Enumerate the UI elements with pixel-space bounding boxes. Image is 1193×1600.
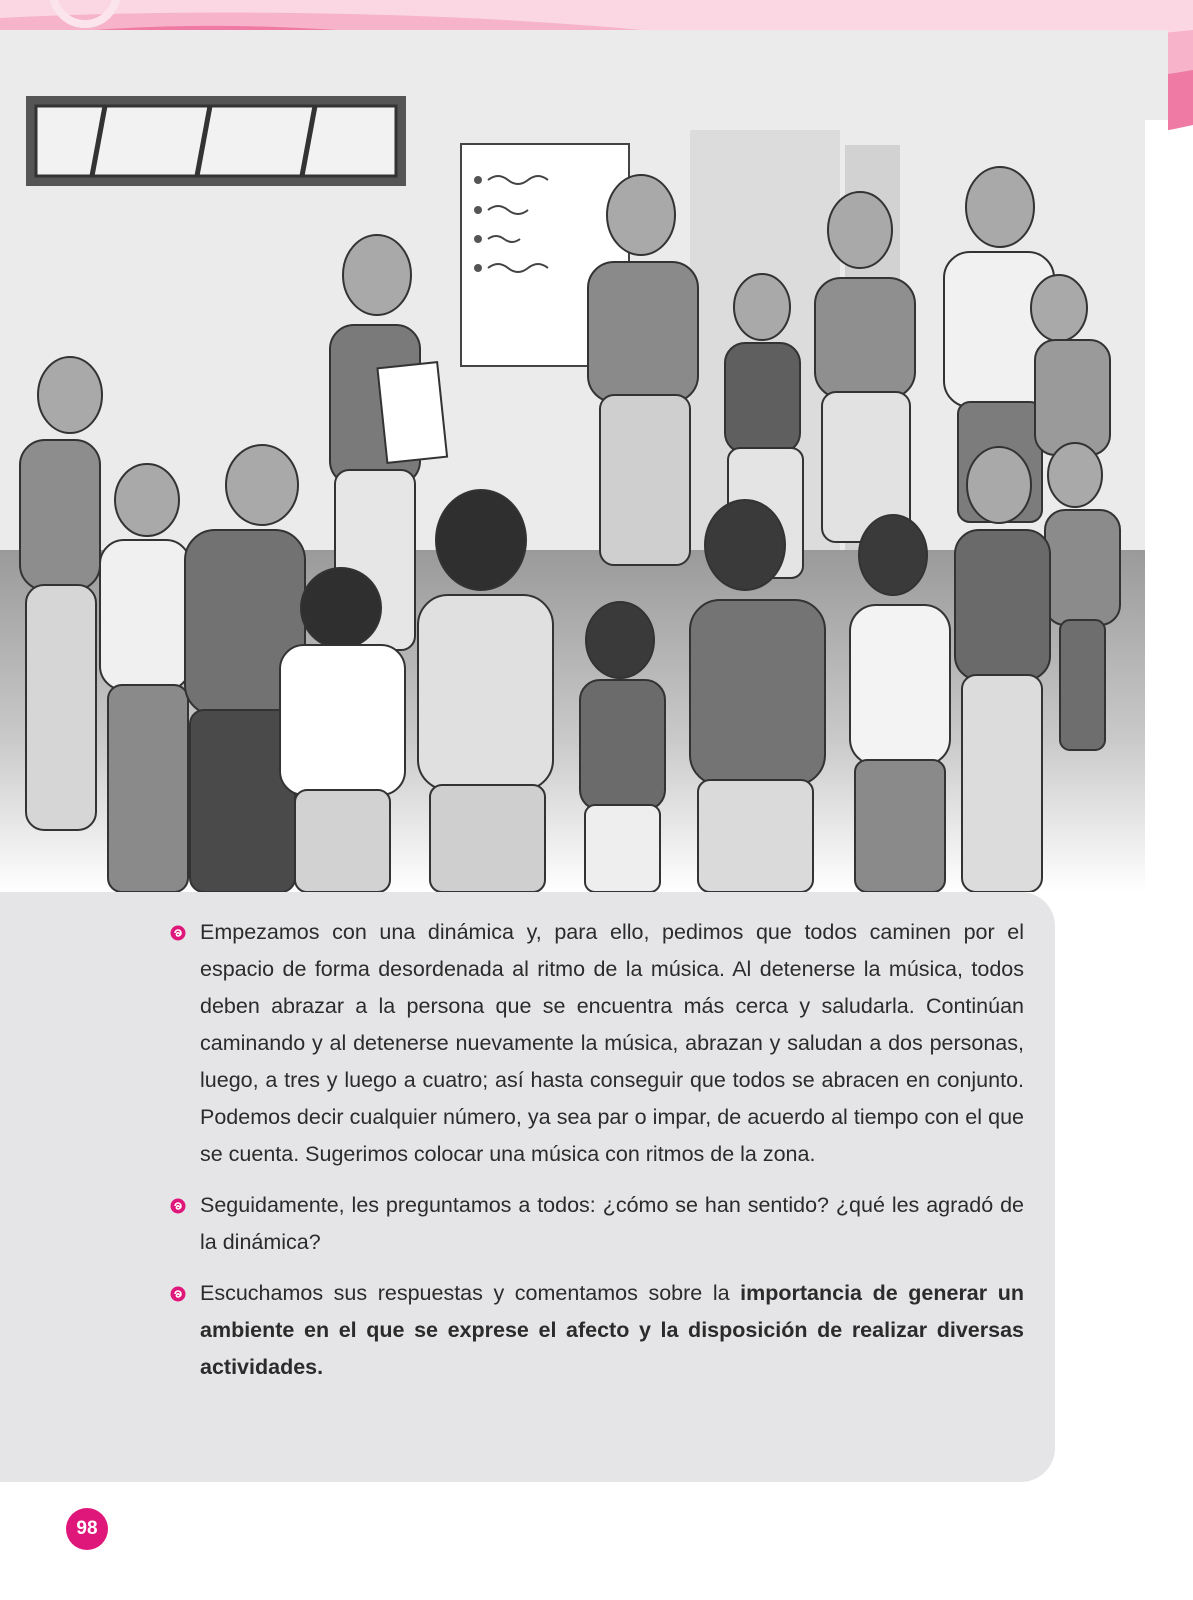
activity-bullet-list [168, 914, 1024, 1400]
activity-text-panel [0, 892, 1055, 1482]
bullet-item [168, 1275, 1024, 1386]
pink-swirl-icon [170, 1286, 186, 1302]
bullet-text: Empezamos con una dinámica y, para ello, pedimos que todos caminen por el espacio de forma desordenada al ritmo de la música. Al detenerse la música, todos deben abrazar a la persona que se encuentra más cerca y saludarla. Continúan caminando y al detenerse nuevamente la música, abrazan y saludan a dos personas, luego, a tres y luego a cuatro; así hasta conseguir que todos se abracen en conjunto. Podemos decir cualquier número, ya sea par o impar, de acuerdo al tiempo con el que se cuenta. Sugerimos colocar una música con ritmos de la zona. [200, 920, 1024, 1166]
bullet-text: Seguidamente, les preguntamos a todos: ¿cómo se han sentido? ¿qué les agradó de la dinámica? [200, 1193, 1024, 1254]
pink-swirl-icon [170, 1198, 186, 1214]
window-icon [26, 96, 406, 186]
bullet-item [168, 914, 1024, 1173]
group-illustration [0, 30, 1168, 892]
page-number-badge: 98 [66, 1508, 108, 1550]
pink-swirl-icon [170, 925, 186, 941]
bullet-text: Escuchamos sus respuestas y comentamos sobre la [200, 1281, 741, 1305]
bullet-item [168, 1187, 1024, 1261]
bullet-bold-text: importancia de generar un ambiente en el que se exprese el afecto y la disposición de realizar diversas actividades. [200, 1281, 1024, 1379]
